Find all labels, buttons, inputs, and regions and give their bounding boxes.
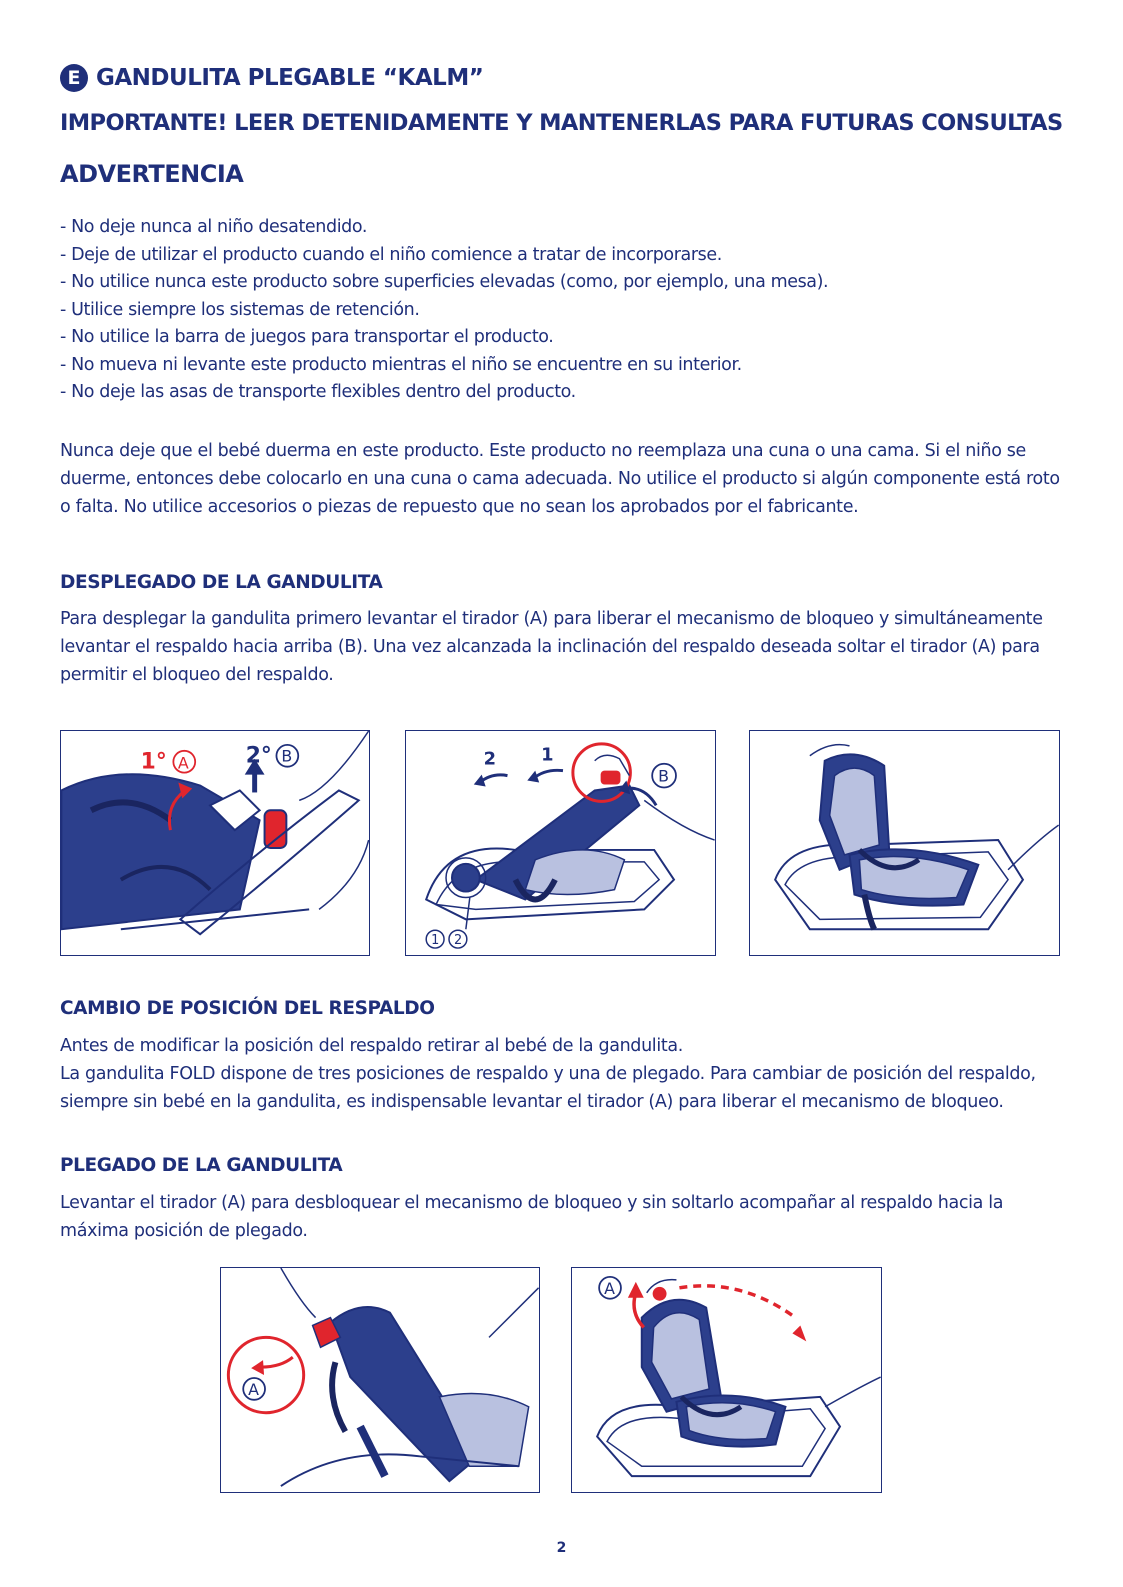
label-circle-2: 2: [453, 933, 463, 949]
warning-item: - No utilice nunca este producto sobre superficies elevadas (como, por ejemplo, una mesa).: [60, 272, 829, 292]
illustration-fold-1: [221, 1268, 539, 1492]
important-bold: IMPORTANTE!: [60, 110, 227, 136]
text-plegado: Levantar el tirador (A) para desbloquear el mecanismo de bloqueo y sin soltarlo acompañar al respaldo hacia la máxima posición de plegado.: [60, 1193, 1004, 1241]
warning-item: - No utilice la barra de juegos para transportar el producto.: [60, 327, 554, 347]
document-title: GANDULITA PLEGABLE “KALM”: [96, 65, 484, 91]
language-badge: E: [60, 64, 88, 92]
figure-unfold-step-2: [405, 730, 716, 956]
label-a: A: [177, 753, 189, 773]
text-cambio-line-2: La gandulita FOLD dispone de tres posiciones de respaldo y una de plegado. Para cambiar de posición del respaldo, siempre sin bebé en la gandulita, es indispensable levantar el tirador (A) para liberar el mecanismo de bloqueo.: [60, 1064, 1036, 1112]
title-row: [60, 64, 483, 92]
warning-list: [60, 214, 828, 407]
figure-fold-step-2: [571, 1267, 882, 1493]
label-a: A: [248, 1379, 260, 1399]
label-b: B: [281, 746, 293, 766]
warning-item: - No deje nunca al niño desatendido.: [60, 217, 368, 237]
warning-item: - Deje de utilizar el producto cuando el niño comience a tratar de incorporarse.: [60, 244, 722, 265]
figure-fold-step-1: [220, 1267, 540, 1493]
warning-item: - No deje las asas de transporte flexibles dentro del producto.: [60, 382, 576, 402]
label-step-2: 2°: [245, 743, 272, 769]
safety-paragraph: Nunca deje que el bebé duerma en este producto. Este producto no reemplaza una cuna o una cama. Si el niño se duerme, entonces debe colocarlo en una cuna o cama adecuada. No utilice el producto si algún componente está roto o falta. No utilice accesorios o piezas de repuesto que no sean los aprobados por el fabricante.: [60, 441, 1060, 517]
important-notice: [60, 110, 1063, 136]
heading-plegado: PLEGADO DE LA GANDULITA: [60, 1155, 343, 1176]
figure-unfold-step-3: [749, 730, 1060, 956]
heading-desplegado: DESPLEGADO DE LA GANDULITA: [60, 572, 383, 593]
label-a: A: [604, 1278, 615, 1298]
heading-cambio: CAMBIO DE POSICIÓN DEL RESPALDO: [60, 998, 435, 1019]
important-rest: LEER DETENIDAMENTE Y MANTENERLAS PARA FUTURAS CONSULTAS: [226, 110, 1063, 136]
text-cambio-line-1: Antes de modificar la posición del respaldo retirar al bebé de la gandulita.: [60, 1036, 683, 1056]
page-number: 2: [556, 1540, 567, 1556]
illustration-fold-2: [572, 1268, 881, 1492]
illustration-unfold-1: [61, 731, 369, 955]
figure-unfold-step-1: [60, 730, 370, 956]
label-circle-1: 1: [431, 933, 440, 949]
arrow-label-1: 1: [541, 744, 554, 766]
illustration-unfold-2: [406, 731, 715, 955]
label-b: B: [658, 766, 670, 786]
warning-item: - No mueva ni levante este producto mientras el niño se encuentre en su interior.: [60, 354, 742, 375]
illustration-unfold-3: [750, 731, 1059, 955]
warning-heading: ADVERTENCIA: [60, 160, 244, 188]
label-step-1: 1°: [140, 749, 167, 775]
warning-item: - Utilice siempre los sistemas de retención.: [60, 299, 420, 320]
text-cambio: [60, 1032, 1070, 1116]
arrow-label-2: 2: [483, 748, 497, 770]
text-desplegado: Para desplegar la gandulita primero levantar el tirador (A) para liberar el mecanismo de bloqueo y simultáneamente levantar el respaldo hacia arriba (B). Una vez alcanzada la inclinación del respaldo deseada soltar el tirador (A) para permitir el bloqueo del respaldo.: [60, 609, 1043, 685]
